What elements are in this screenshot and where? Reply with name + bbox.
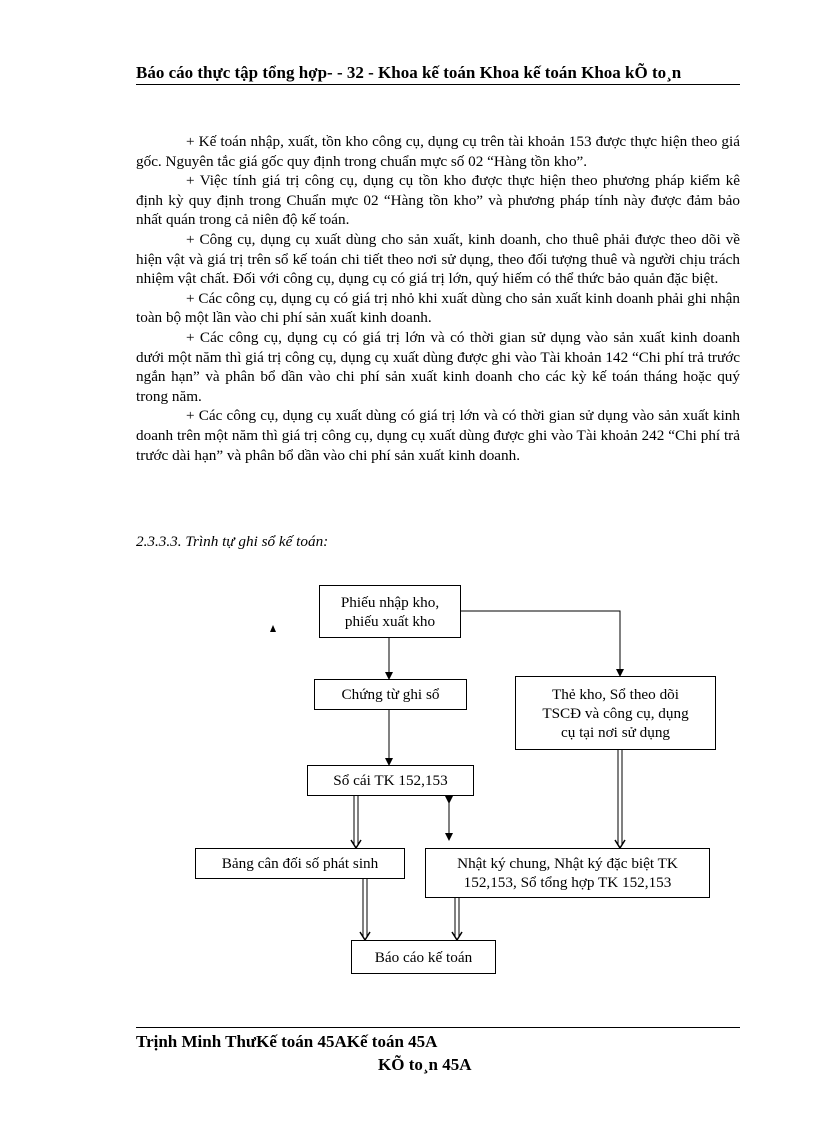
box-phieu-nhap-xuat xyxy=(319,585,461,638)
box-so-cai-label: Sổ cái TK 152,153 xyxy=(333,772,448,789)
box-nhat-ky-line2: 152,153, Sổ tổng hợp TK 152,153 xyxy=(463,874,672,891)
paragraph-2: + Việc tính giá trị công cụ, dụng cụ tồn kho được thực hiện theo phương pháp kiểm kê định kỳ quy định trong Chuẩn mực 02 “Hàng tồn kho” và phương pháp tính này được đảm bảo nhất quán trong cả niên độ kế toán. xyxy=(136,172,740,229)
box-so-cai xyxy=(307,765,474,796)
arrow-phieu-thekho xyxy=(461,611,620,676)
footer-author: Trịnh Minh ThưKế toán 45AKế toán 45A xyxy=(136,1032,438,1051)
arrow-socai-bangcandoi xyxy=(351,840,361,848)
box-phieu-line2: phiếu xuất kho xyxy=(344,612,436,630)
box-the-kho-line3: cụ tại nơi sử dụng xyxy=(560,723,671,741)
box-bao-cao xyxy=(351,940,496,974)
box-nhat-ky xyxy=(425,848,710,898)
box-the-kho xyxy=(515,676,716,750)
box-chung-tu-label: Chứng từ ghi sổ xyxy=(341,686,440,703)
arrow-bangcandoi-baocao xyxy=(360,932,370,940)
box-phieu-line1: Phiếu nhập kho, xyxy=(340,593,440,611)
footer-divider xyxy=(136,1027,740,1028)
stray-triangle-icon xyxy=(270,625,276,632)
paragraph-1: + Kế toán nhập, xuất, tồn kho công cụ, dụng cụ trên tài khoản 153 được thực hiện theo giá gốc. Nguyên tắc giá gốc quy định trong chuẩn mực số 02 “Hàng tồn kho”. xyxy=(136,133,740,170)
box-bang-can-doi-label: Bảng cân đối số phát sinh xyxy=(221,855,379,872)
section-heading: 2.3.3.3. Trình tự ghi sổ kế toán: xyxy=(136,533,329,550)
box-the-kho-line2: TSCĐ và công cụ, dụng xyxy=(542,704,689,722)
paragraph-3: + Công cụ, dụng cụ xuất dùng cho sản xuất, kinh doanh, cho thuê phải được theo dõi về hiện vật và giá trị trên sổ kế toán chi tiết theo nơi sử dụng, theo đối tượng thuê và người chịu trách nhiệm vật chất. Đối với công cụ, dụng cụ có giá trị lớn, quý hiếm có thể thức bảo quản đặc biệt. xyxy=(136,230,740,288)
paragraph-6: + Các công cụ, dụng cụ xuất dùng có giá trị lớn và có thời gian sử dụng vào sản xuất kinh doanh trên một năm thì giá trị công cụ, dụng cụ xuất dùng được ghi vào Tài khoản 242 “Chi phí trả trước dài hạn” và phân bổ dần vào chi phí sản xuất kinh doanh. xyxy=(136,407,740,464)
paragraph-5: + Các công cụ, dụng cụ có giá trị lớn và có thời gian sử dụng vào sản xuất kinh doanh dưới một năm thì giá trị công cụ, dụng cụ xuất dùng được ghi vào Tài khoản 142 “Chi phí trả trước ngắn hạn” và phân bổ dần vào chi phí sản xuất kinh doanh cho các kỳ kế toán tháng hoặc quý trong năm. xyxy=(136,328,740,405)
footer-class: KÕ to¸n 45A xyxy=(378,1055,472,1074)
arrow-thekho-nhatky xyxy=(615,840,625,848)
box-the-kho-line1: Thẻ kho, Sổ theo dõi xyxy=(552,685,679,703)
page-header: Báo cáo thực tập tổng hợp- - 32 - Khoa kế toán Khoa kế toán Khoa kÕ to¸n xyxy=(136,62,740,85)
box-chung-tu-ghi-so xyxy=(314,679,467,710)
box-nhat-ky-line1: Nhật ký chung, Nhật ký đặc biệt TK xyxy=(457,855,678,872)
paragraph-4: + Các công cụ, dụng cụ có giá trị nhỏ khi xuất dùng cho sản xuất kinh doanh phải ghi nhận toàn bộ một lần vào chi phí sản xuất kinh doanh. xyxy=(136,289,740,327)
box-bang-can-doi xyxy=(195,848,405,879)
box-bao-cao-label: Báo cáo kế toán xyxy=(374,948,473,966)
arrow-nhatky-baocao xyxy=(452,932,462,940)
